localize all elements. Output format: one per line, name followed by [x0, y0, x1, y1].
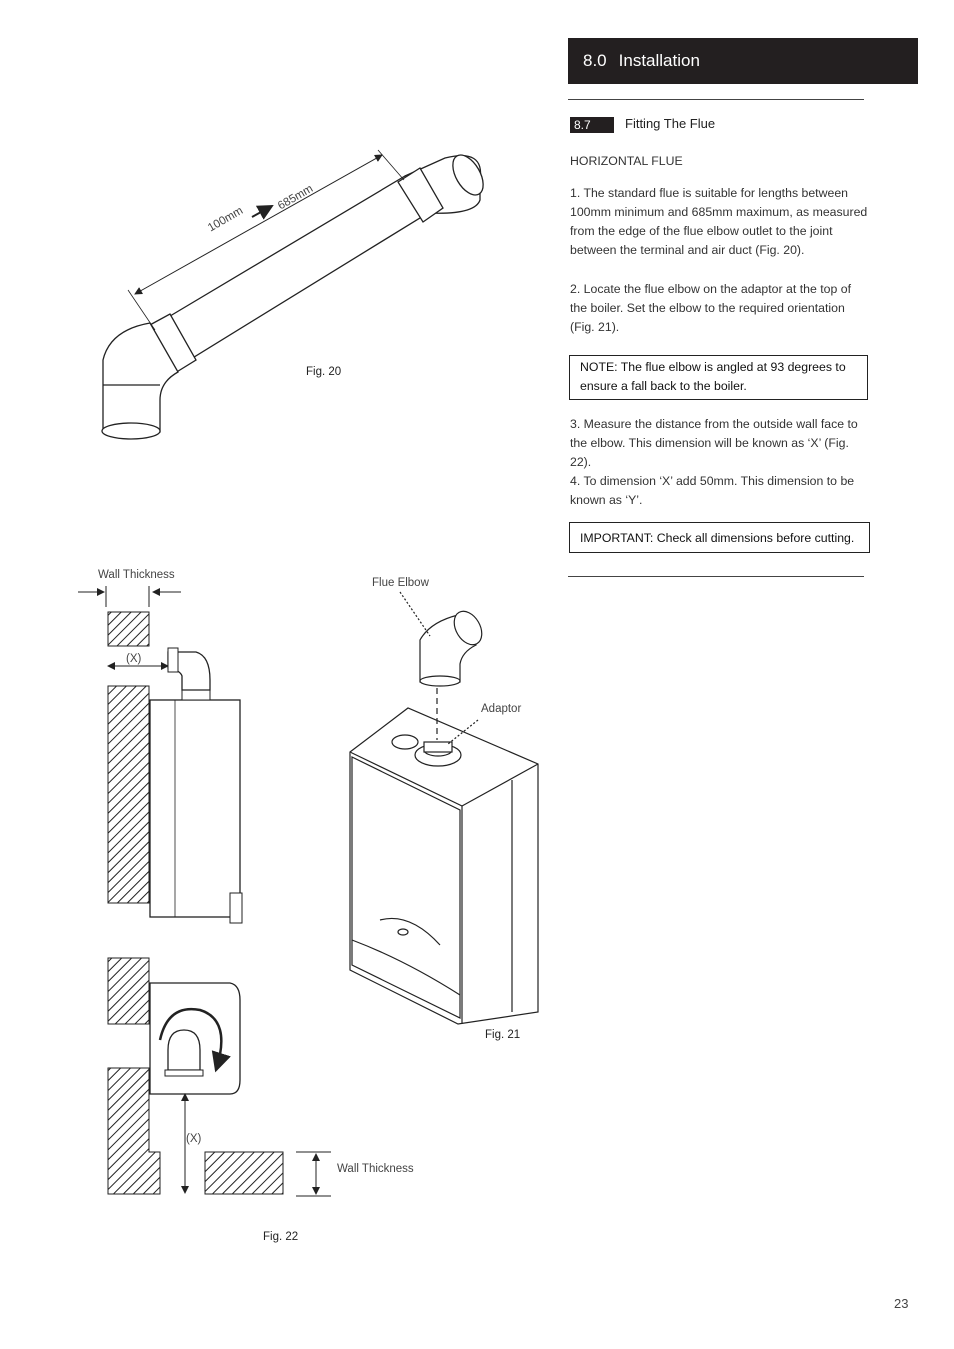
subsection-number: 8.7 [570, 117, 614, 133]
wall-thickness-top-label: Wall Thickness [98, 569, 175, 581]
fig21-label: Fig. 21 [485, 1029, 521, 1041]
fig20-label: Fig. 20 [306, 366, 342, 378]
adaptor-label: Adaptor [481, 703, 522, 715]
dim-x-bottom-label: (X) [186, 1133, 202, 1145]
section-header-number: 8.0 [583, 51, 607, 70]
plan-view-drawing [108, 958, 331, 1196]
fig22-label: Fig. 22 [263, 1231, 299, 1243]
dim-x-top-label: (X) [126, 653, 142, 665]
page-number: 23 [894, 1296, 909, 1311]
paragraph-3: 3. Measure the distance from the outside wall face to the elbow. This dimension will be known as ‘X’ (Fig. 22). [570, 417, 858, 469]
dim-max-label: 685mm [276, 182, 316, 213]
flue-elbow-label: Flue Elbow [372, 577, 429, 589]
side-view-drawing [78, 586, 242, 923]
paragraph-2: 2. Locate the flue elbow on the adaptor at the top of the boiler. Set the elbow to the required orientation (Fig. 21). [570, 282, 851, 334]
section-header-title: Installation [618, 51, 700, 70]
wall-thickness-bottom-label: Wall Thickness [337, 1163, 414, 1175]
subsection-title: Fitting The Flue [625, 116, 716, 131]
dim-min-label: 100mm [206, 204, 246, 235]
boiler-drawing [350, 592, 538, 1024]
subheading: HORIZONTAL FLUE [570, 154, 683, 168]
note-box: NOTE: The flue elbow is angled at 93 degrees to ensure a fall back to the boiler. [569, 355, 868, 400]
paragraph-4: 4. To dimension ‘X’ add 50mm. This dimension to be known as ‘Y’. [570, 474, 855, 507]
paragraph-1: 1. The standard flue is suitable for lengths between 100mm minimum and 685mm maximum, as measured from the edge of the flue elbow outlet to the joint between the terminal and air duct (Fig. 20). [570, 186, 868, 257]
important-box: IMPORTANT: Check all dimensions before cutting. [569, 522, 870, 553]
